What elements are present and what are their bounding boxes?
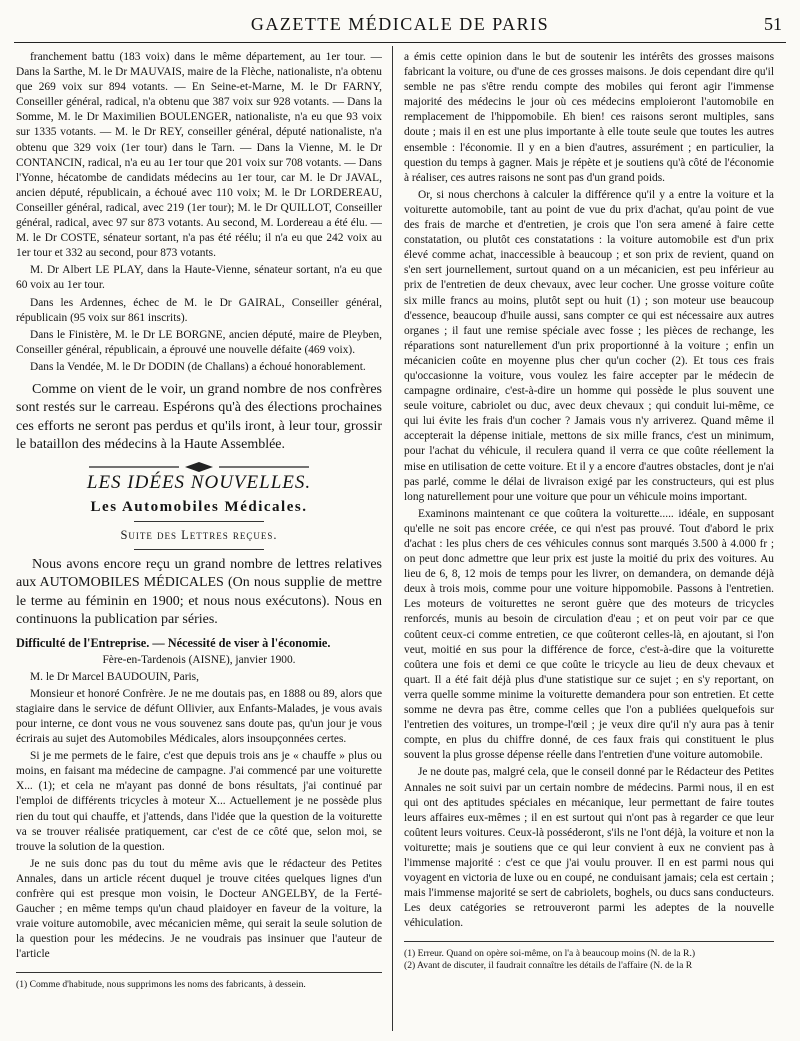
intro-paragraph: Nous avons encore reçu un grand nombre de lettres relatives aux AUTOMOBILES MÉDICALES (On nous supplie de mettre le terme au féminin en 1900; et nous nous exécutons). Nous en continuons la publication par séries.	[16, 556, 382, 628]
footnote: (2) Avant de discuter, il faudrait connaître les détails de l'affaire (N. de la R	[404, 960, 693, 972]
page-header	[14, 8, 786, 43]
letter-paragraph: Je ne suis donc pas du tout du même avis que le rédacteur des Petites Annales, dans un article récent duquel je trouve citées quelques lignes d'un confrère qui est presque mon voisin, le Docteur ANGELBY, de la Ferté-Gaucher ; en même temps qu'un chaud plaidoyer en faveur de la voiture, la vraie voiture automobile, avec mécanicien même, qui serait la seule solution de la question pour les médecins. Je ne voudrais pas insinuer que l'auteur de l'article	[16, 857, 382, 961]
right-column	[404, 50, 774, 1033]
body-paragraph: Je ne doute pas, malgré cela, que le conseil donné par le Rédacteur des Petites Annales ne soit suivi par un certain nombre de médecins. Parmi nous, il en est qui ont des aptitudes spéciales en mécanique, leur permettant de faire toutes leurs affaires eux-mêmes ; il en est surtout qui n'ont pas à regarder ce que leur coûtent leurs voitures. Ceux-là posséderont, s'ils ne l'ont déjà, la voiture et non la voiturette; mais je soutiens que ce qui leur convient à eux ne convient pas à l'immense majorité : c'est ce que j'ai voulu prouver. Il en est parmi nous qui voyagent en victoria de luxe ou en coupé, ne conduisant jamais; cela est certain ; mais l'immense majorité se sert de cabriolets, boghels, ou ducs sans conducteurs. Les deux catégories se retrouveront parmi les adeptes de la nouvelle véhiculation.	[404, 766, 774, 930]
body-paragraph: a émis cette opinion dans le but de soutenir les intérêts des grosses maisons fabricant la voiture, ou d'une de ces grosses maisons. Je dois cependant dire qu'il semble ne pas s'être rendu compte des mobiles qui feront agir l'immense majorité des médecins le jour où ces médecins emploieront l'automobile en remplacement de l'hippomobile. Eh bien! ces raisons seront multiples, sans doute ; mais il en est une plus importante à elle toute seule que toutes les autres ensemble : l'économie. Il y en a bien d'autres, assurément ; en particulier, la question du temps à gagner. Mais je répète et je soutiens qu'à côté de l'économie à réaliser, ces autres raisons ne sont pas d'un grand poids.	[404, 51, 774, 184]
election-paragraph: Dans le Finistère, M. le Dr LE BORGNE, ancien député, maire de Pleyben, Conseiller général, républicain, a éprouvé une nouvelle défaite (469 voix).	[16, 328, 382, 356]
election-paragraph: Dans les Ardennes, échec de M. le Dr GAIRAL, Conseiller général, républicain (95 voix sur 861 inscrits).	[16, 296, 382, 324]
section-title: LES IDÉES NOUVELLES.	[86, 471, 312, 493]
footnote: (1) Erreur. Quand on opère soi-même, on l'a à beaucoup moins (N. de la R.)	[404, 948, 696, 960]
left-column	[16, 50, 382, 1033]
election-paragraph: Dans la Vendée, M. le Dr DODIN (de Challans) a échoué honorablement.	[30, 360, 366, 373]
conclusion-paragraph: Comme on vient de le voir, un grand nombre de nos confrères sont restés sur le carreau. Espérons qu'à des élections prochaines ces efforts ne seront pas perdus et qu'ils iront, à leur tour, grossir le bataillon des médecins à la Haute Assemblée.	[16, 381, 382, 453]
letter-salutation: M. le Dr Marcel BAUDOUIN, Paris,	[30, 670, 199, 683]
journal-title: GAZETTE MÉDICALE DE PARIS	[250, 14, 550, 34]
ornament-rule	[16, 461, 382, 473]
letter-paragraph: Si je me permets de le faire, c'est que depuis trois ans je « chauffe » plus ou moins, en faisant ma médecine de campagne. J'ai commencé par une voiturette X... (1); et cela ne m'ayant pas donné de bons résultats, j'ai continué par l'emploi de différents tricycles à moteur X... Actuellement je ne possède plus rien du tout qui chauffe, et j'attends, dans l'idée que la question de la voiturette va se trouver réalisée pratiquement, car c'est de ce côté que, selon moi, se trouve la solution de la question.	[16, 750, 382, 853]
column-divider	[392, 46, 393, 1031]
letter-dateline: Fère-en-Tardenois (AISNE), janvier 1900.	[102, 653, 296, 666]
article-title: Les Automobiles Médicales.	[90, 498, 308, 515]
election-paragraph: franchement battu (183 voix) dans le même département, au 1er tour. — Dans la Sarthe, M. le Dr MAUVAIS, maire de la Flèche, nationaliste, n'a obtenu que 269 voix sur 894 votants. — En Seine-et-Marne, M. le Dr FARNY, Conseiller général, radical, n'a obtenu que 387 voix sur 928 votants. — Dans la Somme, M. le Dr Maximilien BOULENGER, nationaliste, n'a eu que 93 voix sur 1335 votants. — M. le Dr REY, conseiller général, député nationaliste, n'a obtenu que 329 voix (1er tour) dans le Tarn. — Dans la Vienne, M. le Dr CONTANCIN, radical, n'a eu au 1er tour que 201 voix sur 708 votants. — Dans l'Yonne, hécatombe de candidats médecins au 1er tour, car M. le Dr JAVAL, ancien député, républicain, a échoué avec 110 voix; M. le Dr LORDEREAU, Conseiller général, radical, avec 219 (1er tour); M. le Dr QUILLOT, Conseiller général, radical, avec 97 sur 873 votants. Au second, M. Lordereau a été élu. — M. le Dr COSTE, sénateur sortant, n'a pas été réélu; il n'a eu que 242 voix au 1er tour et 332 au second, pour 873 votants.	[16, 51, 382, 260]
short-rule	[134, 521, 264, 522]
body-paragraph: Or, si nous cherchons à calculer la différence qu'il y a entre la voiture et la voiturette automobile, tant au point de vue du prix d'achat, qu'au point de vue des frais de marche et d'entretien, je crois que l'on sera amené à faire cette constatation, ou plutôt ces constatations : la voiture automobile est d'un prix élevé comme achat, inaccessible à beaucoup ; et son prix de revient, quand on s'en sert journellement, surtout quand on a un mécanicien, est peu inférieur au prix de l'entretien de deux chevaux, avec leur cocher. Une grosse voiture coûte six mille francs au moins, plutôt sept ou huit (1) ; son moteur use beaucoup d'essence, beaucoup d'huile aussi, sans compter ce qui est nécessaire aux autres organes ; il faut une remise spéciale avec fosse ; les pièces de rechange, les réparations sont naturellement d'un prix proportionné à la voiture ; enfin un mécanicien coûte en moyenne plus cher qu'un cocher (2). Et tous ces frais qu'occasionne la voiture, vous voulez les faire accepter par le médecin de campagne ordinaire, c'est-à-dire un homme qui possède le plus souvent une seule voiture, cabriolet ou duc, avec deux chevaux ; qui conduit lui-même, ce qui lui évite les frais d'un cocher ? Jamais vous n'y arriverez. Quand même il accepterait la dépense initiale, mettons de six mille francs, c'est un minimum, pour l'achat du véhicule, il reculera quand il verra ce que coûte réellement la mise en utilisation de cette voiture. Et il y a encore d'autres obstacles, dont je n'ai pas parlé, comme le délai de livraison exigé par les constructeurs, qui est plus long naturellement pour une voiture que pour un véhicule moins important.	[404, 188, 774, 503]
footnote: (1) Comme d'habitude, nous supprimons les noms des fabricants, à dessein.	[16, 972, 382, 991]
election-paragraph: M. Dr Albert LE PLAY, dans la Haute-Vienne, sénateur sortant, n'a eu que 60 voix au 1er tour.	[16, 264, 382, 292]
footnotes	[404, 941, 774, 972]
letter-heading: Difficulté de l'Entreprise. — Nécessité de viser à l'économie.	[16, 635, 331, 650]
short-rule	[134, 549, 264, 550]
page-number: 51	[764, 14, 782, 34]
body-paragraph: Examinons maintenant ce que coûtera la voiturette..... idéale, en supposant qu'elle ne soit pas encore créée, ce qui n'est pas prouvé. Tout d'abord le prix d'achat : les plus chers de ces véhicules connus sont marqués 3.500 à 4.000 fr ; on peut donc admettre que leur prix est juste la moitié du prix des voitures. Au lieu de 6, 8, 12 mois de temps pour les livrer, on demandera, on demande déjà deux à trois mois, comme pour une voiture hippomobile. Passons à l'entretien. Les moteurs de voiturettes ne seront guère que des moteurs de tricycles renforcés, munis au besoin de circulation d'eau ; et on peut voir par ce que coûtent ceux-ci comme entretien, ce que coûteront celles-là, en ajoutant, si l'on veut, moitié en sus pour la différence de force, c'est-à-dire que la voiturette coûtera une fois et demi ce que coûte le tricycle au lieu de deux chevaux et quart. Il a été fait déjà plus d'une statistique sur ce sujet ; en s'y reportant, on verra quelle somme minime la voiturette demandera pour son entretien. Et cette somme ne devra pas être, comme celles que l'on a publiées quelquefois sur l'entretien des voitures, un trompe-l'œil ; je veux dire qu'il n'y aura pas à tenir compte, en plus du chiffre donné, de ces faux frais qui constituent le plus souvent la plus grosse dépense réelle dans l'entretien d'une voiture automobile.	[404, 507, 774, 762]
letter-paragraph: Monsieur et honoré Confrère. Je ne me doutais pas, en 1888 ou 89, alors que stagiaire dans le service de défunt Ollivier, aux Enfants-Malades, je vous avais pour interne, ce dont vous ne vous souvenez sans doute pas, qu'un jour je vous écrirais au sujet des Automobiles Médicales, alors insoupçonnées certes.	[16, 687, 382, 746]
article-subtitle: Suite des Lettres reçues.	[120, 527, 278, 542]
